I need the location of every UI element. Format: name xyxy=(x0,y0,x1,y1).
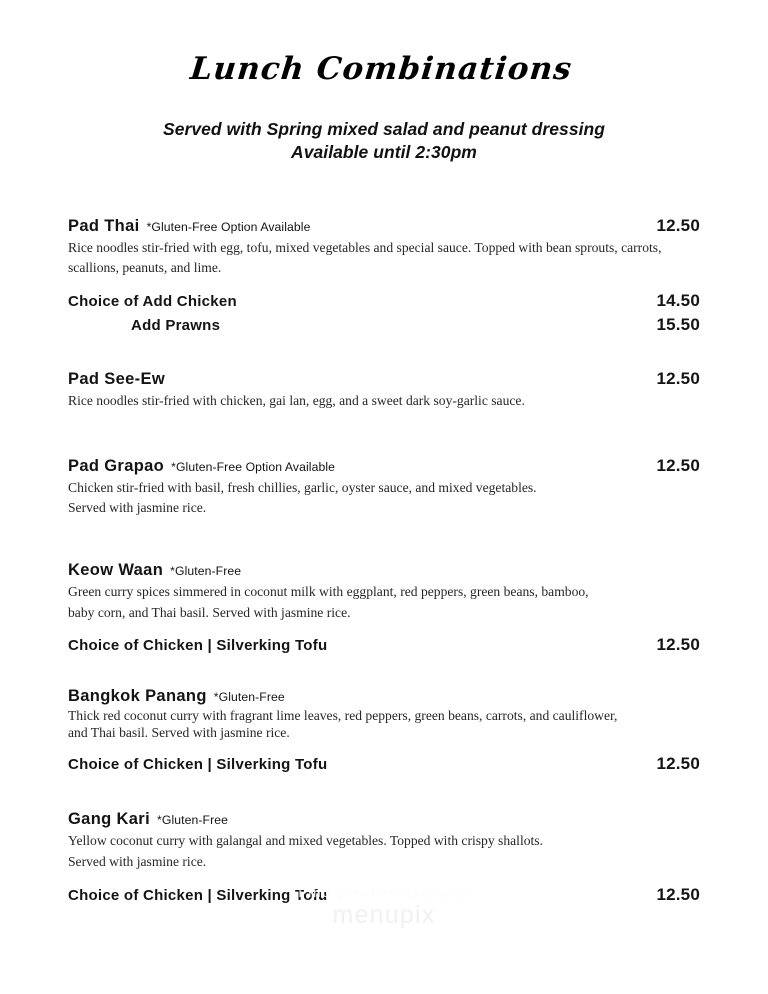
menu-item-addon-label: Add Prawns xyxy=(131,317,221,335)
menu-item-price: 12.50 xyxy=(656,215,700,235)
menu-item-choice-row xyxy=(68,885,700,905)
menu-item-description-line-2: and Thai basil. Served with jasmine rice. xyxy=(68,725,290,741)
menu-item-name-group xyxy=(68,217,638,236)
menu-item-description xyxy=(68,238,668,279)
menu-item-name-group xyxy=(68,561,638,580)
menu-subtitle xyxy=(68,88,700,164)
menu-item-header xyxy=(68,687,700,706)
menu-item-header xyxy=(68,456,700,476)
menu-item-dietary-tag: *Gluten-Free xyxy=(170,564,242,579)
menu-item-name: Keow Waan xyxy=(68,561,164,580)
menu-item-description-line-2: Served with jasmine rice. xyxy=(68,500,207,516)
menu-item-description xyxy=(68,391,668,412)
menu-item-description-line-1: Rice noodles stir-fried with chicken, gai lan, egg, and a sweet dark soy-garlic sauce. xyxy=(68,393,525,409)
menu-item-keow-waan xyxy=(68,561,700,655)
menu-item-name-group xyxy=(68,687,638,706)
menu-item-pad-grapao xyxy=(68,456,700,519)
menu-item-name-group xyxy=(68,457,638,476)
page-title: Lunch Combinations xyxy=(188,51,575,87)
menu-item-choice-row xyxy=(68,754,700,774)
menu-item-choice-row xyxy=(68,635,700,655)
menu-item-description xyxy=(68,708,668,742)
menu-item-description xyxy=(68,831,668,872)
menu-item-name-group xyxy=(68,810,638,829)
menu-item-name: Bangkok Panang xyxy=(68,687,207,706)
menu-item-name: Pad Grapao xyxy=(68,456,165,475)
menu-item-dietary-tag: *Gluten-Free xyxy=(157,813,228,828)
menu-item-dietary-tag: *Gluten-Free Option Available xyxy=(171,459,336,474)
menu-item-price: 12.50 xyxy=(656,369,700,389)
menu-item-price: 12.50 xyxy=(656,455,700,475)
menu-item-name-group xyxy=(68,370,638,389)
menu-item-header xyxy=(68,810,700,829)
menu-items-list xyxy=(68,216,700,905)
watermark-faint-text: Find great restaurants xyxy=(298,885,470,900)
menu-item-name: Pad Thai xyxy=(68,216,140,235)
menu-item-name: Gang Kari xyxy=(68,810,151,829)
menu-item-description-line-1: Thick red coconut curry with fragrant lime leaves, red peppers, green beans, carrots, and cauliflower, xyxy=(68,708,618,724)
menu-item-description-line-1: Yellow coconut curry with galangal and mixed vegetables. Topped with crispy shallots. xyxy=(68,833,543,849)
menu-item-dietary-tag: *Gluten-Free xyxy=(213,690,285,705)
menu-item-bangkok-panang xyxy=(68,687,700,774)
menu-item-gang-kari xyxy=(68,810,700,904)
menu-item-pad-see-ew xyxy=(68,369,700,412)
menu-item-choice-label: Choice of Add Chicken xyxy=(68,293,237,311)
menu-item-pad-thai xyxy=(68,216,700,335)
menu-item-name: Pad See-Ew xyxy=(68,370,166,389)
menu-item-description xyxy=(68,478,668,519)
menu-item-header xyxy=(68,369,700,389)
menu-item-choice-label: Choice of Chicken | Silverking Tofu xyxy=(68,756,328,774)
menu-item-addon-row xyxy=(68,315,700,335)
menu-item-choice-row xyxy=(68,291,700,311)
menu-item-description-line-1: Rice noodles stir-fried with egg, tofu, mixed vegetables and special sauce. Topped with bean sprouts, carrots, xyxy=(68,239,662,255)
menu-item-description-line-1: Green curry spices simmered in coconut milk with eggplant, red peppers, green beans, bamboo, xyxy=(68,584,589,600)
menu-item-choice-price: 12.50 xyxy=(656,635,700,655)
menu-subtitle-line-1: Served with Spring mixed salad and peanut dressing xyxy=(162,118,606,139)
menu-item-description-line-1: Chicken stir-fried with basil, fresh chillies, garlic, oyster sauce, and mixed vegetables. xyxy=(68,479,537,495)
menu-item-choice-price: 12.50 xyxy=(656,754,700,774)
menu-item-choice-price: 14.50 xyxy=(656,291,700,311)
menu-item-header xyxy=(68,216,700,236)
watermark-logo-text: menupix xyxy=(332,901,436,929)
menu-item-description-line-2: baby corn, and Thai basil. Served with jasmine rice. xyxy=(68,604,351,620)
menu-item-header xyxy=(68,561,700,580)
menu-item-choice-price: 12.50 xyxy=(656,884,700,904)
menu-item-choice-label: Choice of Chicken | Silverking Tofu xyxy=(68,637,328,655)
menu-item-dietary-tag: *Gluten-Free Option Available xyxy=(146,219,311,234)
menu-item-description-line-2: scallions, peanuts, and lime. xyxy=(68,260,222,276)
menu-subtitle-line-2: Available until 2:30pm xyxy=(291,141,477,162)
menu-item-description xyxy=(68,582,668,623)
menu-item-addon-price: 15.50 xyxy=(656,315,700,335)
menu-item-description-line-2: Served with jasmine rice. xyxy=(68,854,207,870)
menu-item-choice-label: Choice of Chicken | Silverking Tofu xyxy=(68,886,328,904)
